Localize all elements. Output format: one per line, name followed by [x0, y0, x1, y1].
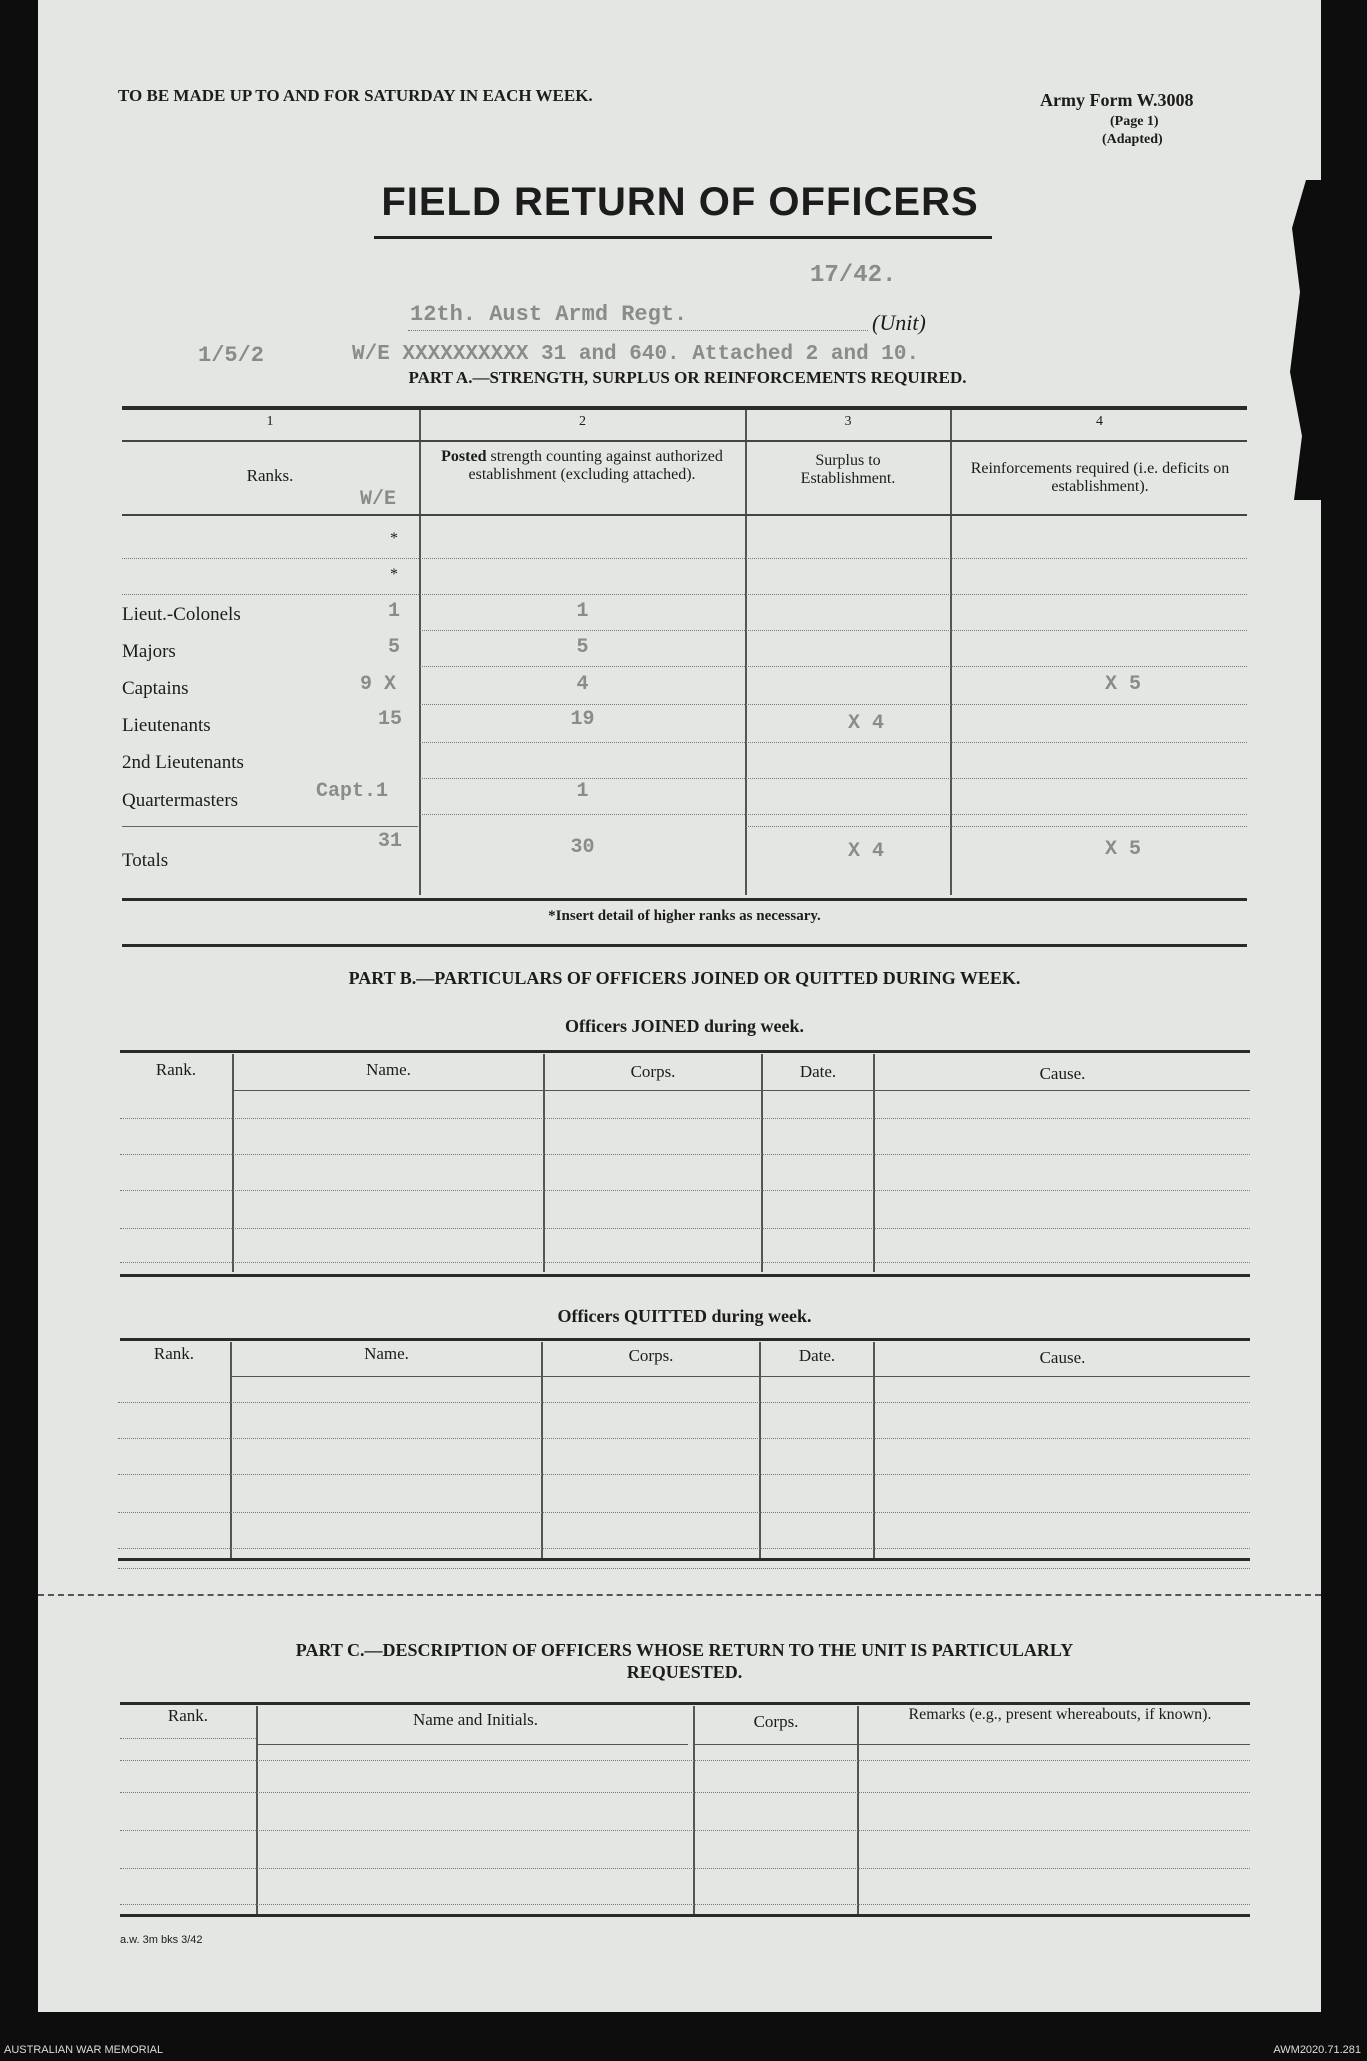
- unit-value: 12th. Aust Armd Regt.: [410, 302, 688, 327]
- col-header-ranks: Ranks.: [246, 466, 294, 485]
- part-c-bottom-rule: [120, 1914, 1250, 1917]
- totals-divider: [122, 826, 418, 827]
- posted-value: 1: [576, 780, 589, 803]
- part-c-top-rule: [120, 1702, 1250, 1705]
- joined-row-line: [120, 1118, 1250, 1119]
- footer-right: AWM2020.71.281: [1273, 2044, 1361, 2056]
- part-a-bottom-rule: [122, 898, 1247, 901]
- joined-header-rule: [234, 1090, 1250, 1091]
- star-row-2-line: [122, 594, 1247, 595]
- part-c-row-line: [120, 1830, 1250, 1831]
- row-line: [420, 666, 1247, 667]
- part-c-col-divider: [693, 1706, 695, 1916]
- col1-typed-we: W/E: [360, 488, 397, 511]
- col-number-3: 3: [844, 414, 852, 429]
- part-a-col-divider-3: [950, 410, 952, 895]
- quitted-col-divider: [873, 1342, 875, 1558]
- quitted-col-divider: [541, 1342, 543, 1558]
- totals-posted: 30: [570, 836, 595, 859]
- print-code: a.w. 3m bks 3/42: [120, 1934, 203, 1946]
- row-line: [420, 814, 1247, 815]
- star-row-2: *: [390, 566, 398, 583]
- part-c-row-line: [120, 1904, 1250, 1905]
- part-c-header-rule: [695, 1744, 857, 1745]
- part-c-col-divider: [857, 1706, 859, 1916]
- totals-label: Totals: [122, 850, 169, 871]
- part-a-footnote: *Insert detail of higher ranks as necessary.: [548, 908, 821, 924]
- col-header-reinforcements: Reinforcements required (i.e. deficits on establishment).: [970, 460, 1230, 495]
- page-title: FIELD RETURN OF OFFICERS: [381, 180, 979, 224]
- form-adapted: (Adapted): [1102, 132, 1163, 147]
- part-c-row-line: [120, 1738, 256, 1739]
- col-header-posted-bold: Posted: [441, 448, 487, 465]
- part-a-top-rule: [122, 406, 1247, 410]
- row-line: [420, 742, 1247, 743]
- quitted-row-line: [118, 1512, 1250, 1513]
- col-header-posted-rest: strength counting against authorized establishment (excluding attached).: [468, 448, 723, 483]
- we-value: 15: [378, 708, 403, 731]
- part-c-header-rule: [258, 1744, 688, 1745]
- joined-col-corps: Corps.: [630, 1062, 676, 1081]
- joined-col-name: Name.: [366, 1060, 411, 1079]
- totals-surplus: X 4: [848, 840, 885, 863]
- part-a-title: PART A.—STRENGTH, SURPLUS OR REINFORCEMENTS REQUIRED.: [408, 368, 967, 387]
- totals-divider-right: [746, 826, 1247, 827]
- we-value: Capt.1: [316, 780, 389, 803]
- quitted-col-date: Date.: [798, 1346, 836, 1365]
- we-value: 9 X: [360, 673, 397, 696]
- col-header-rule: [122, 514, 1247, 516]
- rank-label: Majors: [122, 641, 176, 662]
- rank-label: Captains: [122, 678, 189, 699]
- joined-title: Officers JOINED during week.: [565, 1016, 804, 1036]
- col-header-surplus: Surplus to Establishment.: [800, 452, 896, 487]
- joined-col-date: Date.: [799, 1062, 837, 1081]
- part-c-title-line1: PART C.—DESCRIPTION OF OFFICERS WHOSE RETURN TO THE UNIT IS PARTICULARLY: [295, 1640, 1074, 1660]
- part-c-header-rule: [859, 1744, 1250, 1745]
- part-c-col-corps: Corps.: [753, 1712, 799, 1731]
- posted-value: 1: [576, 600, 589, 623]
- quitted-col-name: Name.: [364, 1344, 409, 1363]
- star-row-1: *: [390, 530, 398, 547]
- col-number-2: 2: [579, 414, 586, 429]
- quitted-col-divider: [230, 1342, 232, 1558]
- part-c-row-line: [120, 1760, 1250, 1761]
- joined-row-line: [120, 1228, 1250, 1229]
- joined-col-divider: [873, 1054, 875, 1272]
- totals-reinforcements: X 5: [1105, 838, 1142, 861]
- part-c-row-line: [120, 1792, 1250, 1793]
- posted-value: 5: [576, 636, 589, 659]
- row-line: [420, 778, 1247, 779]
- form-number: Army Form W.3008: [1040, 90, 1194, 110]
- part-c-col-name: Name and Initials.: [412, 1710, 539, 1729]
- quitted-col-divider: [759, 1342, 761, 1558]
- posted-value: 4: [576, 673, 589, 696]
- rank-label: Quartermasters: [122, 790, 239, 811]
- part-a-footnote-rule: [122, 944, 1247, 947]
- we-value: 5: [388, 636, 401, 659]
- quitted-row-line: [118, 1438, 1250, 1439]
- unit-dotted-line: [408, 330, 868, 331]
- quitted-col-cause: Cause.: [1039, 1348, 1086, 1367]
- quitted-title: Officers QUITTED during week.: [557, 1306, 812, 1326]
- part-c-col-divider: [256, 1706, 258, 1916]
- joined-row-line: [120, 1190, 1250, 1191]
- we-value: 1: [388, 600, 401, 623]
- typed-establishment: W/E XXXXXXXXXX 31 and 640. Attached 2 and 10.: [352, 343, 920, 366]
- part-c-col-rank: Rank.: [167, 1706, 209, 1725]
- cut-line: [38, 1594, 1321, 1596]
- row-line: [420, 630, 1247, 631]
- part-b-title: PART B.—PARTICULARS OF OFFICERS JOINED OR QUITTED DURING WEEK.: [348, 968, 1021, 988]
- joined-col-divider: [232, 1054, 234, 1272]
- unit-label: (Unit): [872, 310, 926, 335]
- quitted-header-rule: [232, 1376, 1250, 1377]
- col-number-rule: [122, 440, 1247, 442]
- joined-col-divider: [543, 1054, 545, 1272]
- footer-left: AUSTRALIAN WAR MEMORIAL: [4, 2044, 164, 2056]
- posted-value: 19: [570, 708, 595, 731]
- form-page: (Page 1): [1110, 114, 1159, 129]
- col-number-1: 1: [266, 414, 274, 429]
- joined-row-line: [120, 1154, 1250, 1155]
- joined-bottom-rule: [120, 1274, 1250, 1277]
- joined-row-line: [120, 1262, 1250, 1263]
- row-line: [420, 704, 1247, 705]
- totals-we: 31: [378, 830, 403, 853]
- quitted-tail-line: [118, 1568, 1250, 1569]
- col-number-4: 4: [1096, 414, 1103, 429]
- typed-date: 1/5/2: [198, 343, 265, 368]
- instruction-text: TO BE MADE UP TO AND FOR SATURDAY IN EACH WEEK.: [118, 86, 593, 105]
- part-c-col-remarks: Remarks (e.g., present whereabouts, if known).: [908, 1706, 1212, 1723]
- joined-col-cause: Cause.: [1039, 1064, 1086, 1083]
- star-row-1-line: [122, 558, 1247, 559]
- col-header-posted: [432, 448, 732, 484]
- return-number: 17/42.: [810, 262, 897, 289]
- rank-label: 2nd Lieutenants: [122, 752, 244, 773]
- joined-top-rule: [120, 1050, 1250, 1053]
- title-underline: [374, 236, 992, 239]
- part-c-title-line2: REQUESTED.: [626, 1662, 743, 1682]
- surplus-value: X 4: [848, 712, 885, 735]
- quitted-row-line: [118, 1474, 1250, 1475]
- quitted-col-rank: Rank.: [153, 1344, 195, 1363]
- reinforcements-value: X 5: [1105, 673, 1142, 696]
- quitted-row-line: [118, 1402, 1250, 1403]
- quitted-row-line: [118, 1548, 1250, 1549]
- quitted-col-corps: Corps.: [628, 1346, 674, 1365]
- part-a-col-divider-2: [745, 410, 747, 895]
- joined-col-divider: [761, 1054, 763, 1272]
- rank-label: Lieut.-Colonels: [122, 604, 241, 625]
- quitted-top-rule: [120, 1338, 1250, 1341]
- quitted-bottom-rule: [118, 1558, 1250, 1561]
- rank-label: Lieutenants: [122, 715, 211, 736]
- joined-col-rank: Rank.: [155, 1060, 197, 1079]
- part-c-row-line: [120, 1868, 1250, 1869]
